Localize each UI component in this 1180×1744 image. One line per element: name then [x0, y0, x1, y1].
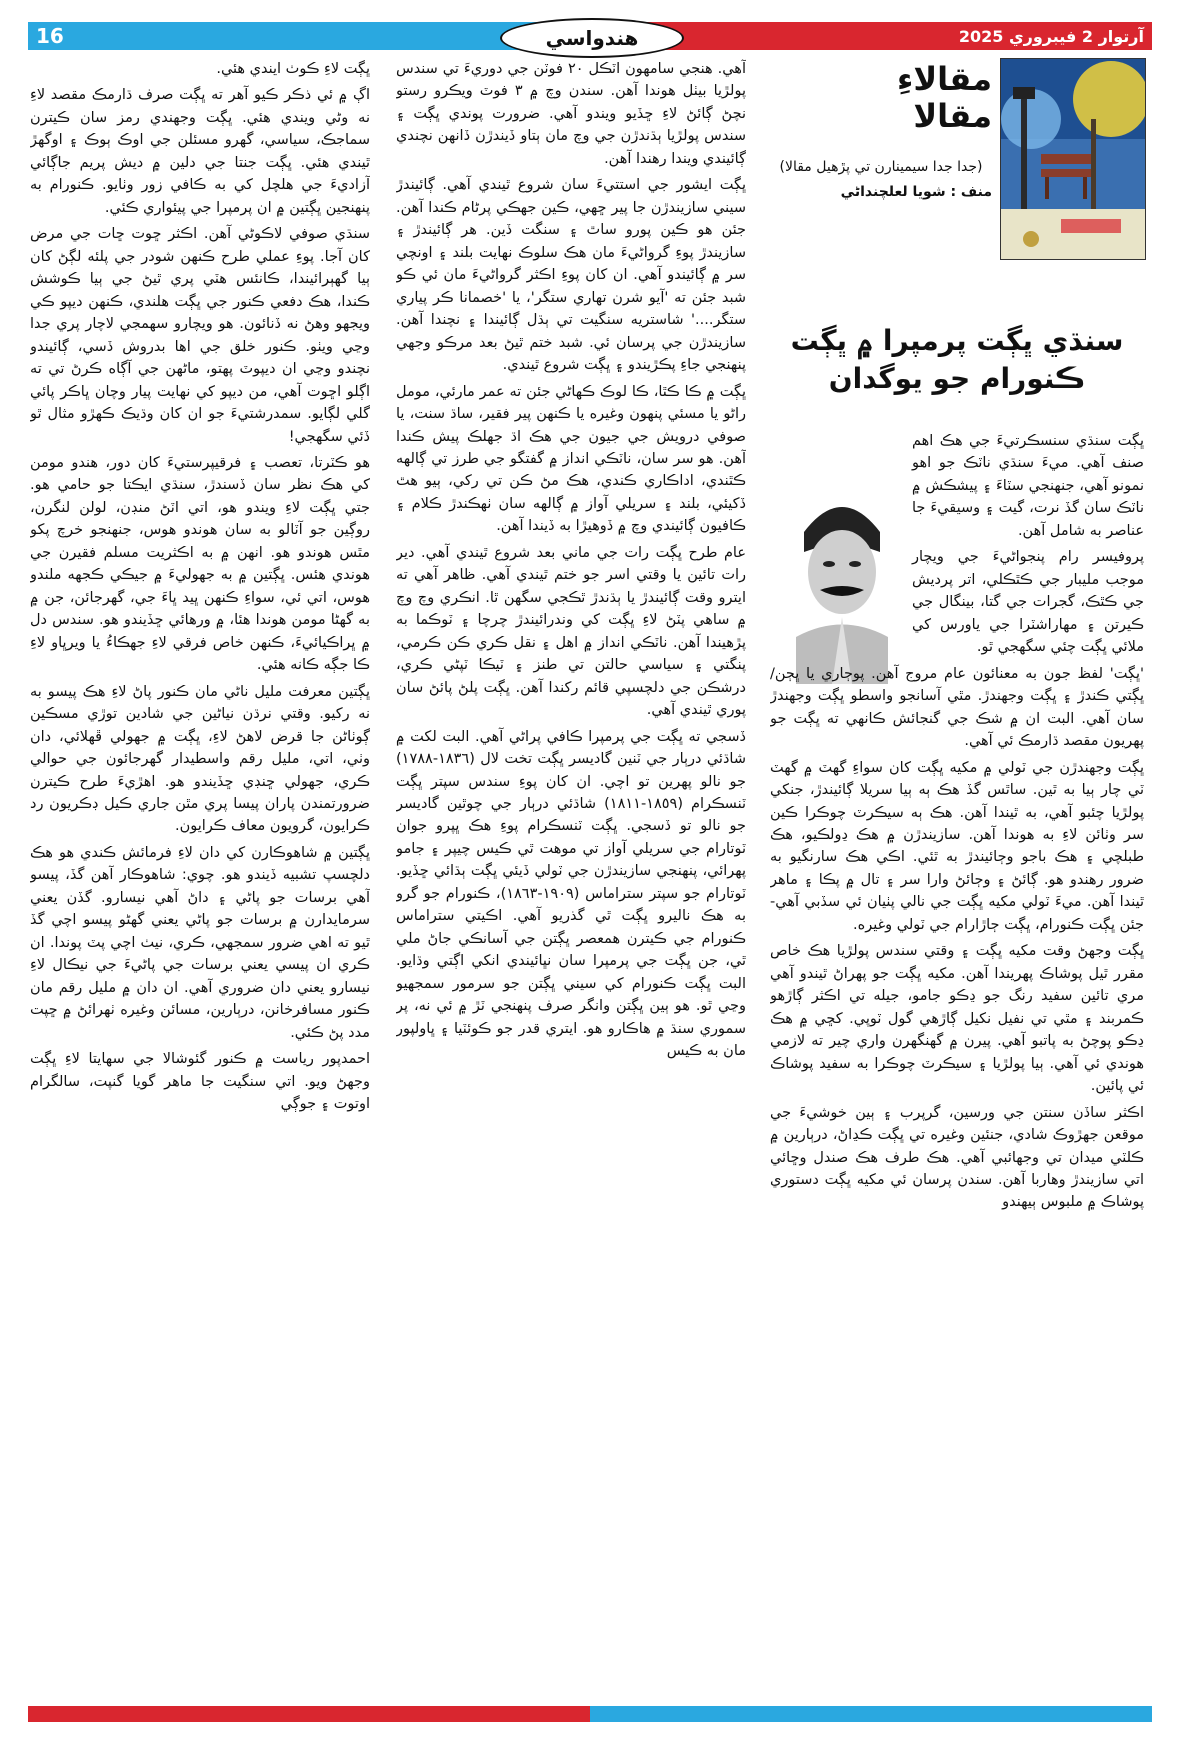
paragraph: آهي. هنجي سامهون اٽڪل ٢٠ فوٽن جي دوريءَ تي سندس پولڙيا بيٺل هوندا آهن. سندن وچ ۾ ٣ فوٽ ويڪرو رستو نچڻ ڳائڻ لاءِ ڇڏيو ويندو آهي. ضرورت پوندي ڀڳت ۽ سندس پولڙيا ٻڌندڙن جي وچ مان ٻتاو ڏيندڙن ڏانهن نچندي ڳائيندي ويندا رهندا آهن. [396, 61, 746, 167]
paragraph: ڀڳتين ۾ شاهوڪارن کي دان لاءِ فرمائش ڪندي هو هڪ دلچسپ تشبيه ڏيندو هو. چوي: شاهوڪار آهن گڏ، پيسو آهي برسات جو پاڻي ۽ داڻ آهي نيسارو. گڏن يعني سرمايدارن ۾ برسات جو پاڻي يعني گهڻو پيسو اچي گڏ ٿيو ته اهي ضرور سمجهي، ڪري، نيٺ اچي پٽ پوندا. ان ڪري ان پيسي يعني برسات جي پاڻيءَ جي نيڪال لاءِ نيسارو يعني دان ضروري آهي. ان دان ۾ مليل رقم مان ڪنور مسافرخانن، درٻارين، مسائن وغيره ٺهرائڻ ۾ ڇپت مدد پڻ ڪئي. [30, 844, 370, 1041]
issue-date: آرتوار 2 فيبروري 2025 [590, 22, 1152, 50]
article-header-block [770, 58, 992, 268]
paragraph: ڀڳت وجهڻ وقت مکيه ڀڳت ۽ وقتي سندس پولڙيا هڪ خاص مقرر ٿيل پوشاڪ پهريندا آهن. مکيه ڀڳت جو پهراڻ ٿيندو آهي مري تائين سفيد رنگ جو ڍڪو جامو، جيله تي اڪثر ڳاڙهو ڪمربند ۽ مٿي تي نفيل نکيل ڳاڙهي گول ٽوپي. کڇي ۾ هڪ ڍڪو پوچڻ به پاتبو آهي. پيرن ۾ گهنگهرن واري چير ته لازمي هوندي ئي آهي. ٻيا پولڙيا ۽ سيڪرٽ چوڪرا به سفيد پوشاڪ ئي پائين. [770, 943, 1144, 1095]
paragraph: ڀڳت ۾ ڪا ڪٿا، ڪا لوڪ ڪهاڻي جئن ته عمر مارئي، مومل راڻو يا مسئي پنهون وغيره يا ڪنهن پير فقير، ساڌ سنت، يا صوفي درويش جي جيون جي هڪ اڌ جهلڪ پيش ڪندا آهن. هو سر سان، ناٽڪي انداز ۾ گفتگو جي طرز تي ڳالهه ڪٿندي، اداڪاري ڪندي، هڪ مڻ ڪن تي رکي، ٻيو هٿ ڏکيئي، بلند ۽ سريلي آواز ۾ ڳالهه سان ٺهڪندڙ ڪلام ۽ ڪافيون ڳائيندي وچ ۾ ڏوهيڙا به ڏيندا آهن. [396, 383, 746, 535]
paragraph: سنڌي صوفي لاڪوڻي آهن. اڪثر ڇوت ڇات جي مرض کان آجا. پوءِ عملي طرح ڪنهن شودر جي پلئه لڳڻ کان ٻيا گهٻرائيندا، ڪانئس هٽي پري ٿيڻ جي ٻيا ڪوشش ڪندا، هڪ دفعي ڪنور جي ڀڳت هلندي، ڪنهن ديپو ڪي ويجهو وهڻ نه ڏنائون. هو ويچارو سهمجي لاچار پري جدا وڃي ويٺو. ڪنور خلق جي اها بدروش ڏسي، ڳائيندو نچندو وڃي ان ديپوٽ پهتو، ماڻهن جي آڳاه ڪرڻ تي ته اڳلو اڇوت آهي، من ديپو کي نهايت پيار وچان ڀاڪر پائي گلي لڳايو. سمدرشتيءَ جو ان کان وڌيڪ ڪهڙو مثال ٿو ڏئي سگهجي! [30, 226, 370, 445]
column-left [30, 58, 370, 1698]
column-middle [396, 58, 746, 1698]
paragraph: اڳ ۾ ئي ذڪر ڪيو آهر ته ڀڳت صرف ڌارمڪ مقصد لاءِ نه وڻي ويندي هئي. ڀڳت وجهندي رمز سان ڪيترن سماجڪ، سياسي، گهرو مسئلن جي اوڪ ٻوڪ ۽ اوگهڙ ٿيندي هئي. ڀڳت جنتا جي دلين ۾ ديش پريم جاڳائي آزاديءَ جي هلچل کي به ڪافي زور وٺايو. ڪنورام به پنهنجين ڀڳتين ۾ ان پرمپرا جي پيئواري ڪئي. [30, 87, 370, 216]
bottom-bar [28, 1706, 1152, 1722]
newspaper-masthead: هندواسي [500, 18, 684, 58]
paragraph: هو ڪٽرتا، تعصب ۽ فرقيپرستيءَ کان دور، هندو مومن کي هڪ نظر سان ڏسندڙ، سنڌي ايڪتا جو حامي هو. جتي ڀڳت لاءِ ويندو هو، اتي اٽڻ منڊن، لولن لنگرن، روڳين جو آٽالو به سان هوندو هوس، جنهنجو خرچ پکو مٿس هوندو هو. انهن ۾ به اڪثريت مسلم فقيرن جي هوندي هئس. ڀڳتين ۾ به جهوليءَ ۾ جيڪي ڪجهه ملندو هوس، اتي ئي، سواءِ ڪنهن ڀيد ڀاءَ جي، گهرجائن، جن ۾ به گهڻا مومن هوندا هئا، ۾ ورهائي ڇڏيندو هو. سندس دل ۾ ڀراڪيائيءَ، ڪنهن خاص فرقي لاءِ جهڪاءُ يا ويرڀاو لاءِ ڪا جڳه ڪانه هئي. [30, 454, 370, 674]
page-number: 16 [28, 22, 590, 50]
book-title-line2: مقالا [913, 97, 992, 136]
paragraph: ڀڳت لاءِ ڪوٺ ايندي هئي. [216, 61, 370, 77]
paragraph: پروفيسر رام پنجواڻيءَ جي ويچار موجب مليبار جي ڪٿڪلي، اتر پرديش جي ڪٿڪ، گجرات جي گتا، بينگال جي ڪيرتن ۽ مهاراشٽرا جي ياورس کي ملائي ڀڳت چئي سگهجي ٿو. [912, 549, 1144, 656]
book-cover-image [1000, 58, 1146, 260]
paragraph: احمدپور رياست ۾ ڪنور گئوشالا جي سهايتا لاءِ ڀڳت وجهڻ ويو. اتي سنگيت جا ماهر گويا گنپت، سالگرام اوتوت ۽ جوڳي [30, 1051, 370, 1113]
paragraph: 'ڀڳت' لفظ جون به معنائون عام مروج آهن. پوڄاري يا ڀڄن/ ڀڳتي ڪندڙ ۽ ڀڳت وجهندڙ. مٿي آسانجو واسطو ڀڳت وجهندڙ سان آهي. البت ان ۾ شڪ جي گنجائش ڪانهي ته ڀڳت جو پهريون مقصد ڌارمڪ ئي آهي. [770, 665, 1144, 750]
paragraph: ڀڳتين معرفت مليل ناڻي مان ڪنور پاڻ لاءِ هڪ پيسو به نه رکيو. وقتي نرڌن نياڻين جي شادين توڙي مسڪين ڳوٺاڻن جا قرض لاهڻ لاءِ، ڀڳت ۾ جهولي ڦهلائي، دان وٺي، اتي، مليل رقم واسطيدار گهرجائون جي حوالي ڪري، جهولي ڇنڊي ڇڏيندو هو. اهڙيءَ طرح ڪيترن ضرورتمندن پاران پيسا پري مٿن جاري ڪيل ڊڪريون رد ڪرايون، گرويون معاف ڪرايون. [30, 683, 370, 835]
book-title-line1: مقالاءِ [896, 60, 992, 98]
book-subtitle: (جدا جدا سيمينارن تي پڙهيل مقالا) [779, 158, 983, 175]
paragraph: ڀڳت وجهندڙن جي ٽولي ۾ مکيه ڀڳت کان سواءِ گهٽ ۾ گهٽ ٽي چار ٻيا به ٿين. ساٿس گڏ هڪ ٻه ٻيا سريلا ڳائيندڙ، جنکي پولڙيا چئبو آهي، به ٿيندا آهن. هڪ ٻه سيڪرٽ چوڪرا ڪين سر وٺائن لاءِ به هوندا آهن. سازيندڙن ۾ هڪ ڍولڪيو، هڪ طبلچي ۽ هڪ باجو وڄائيندڙ به ٿئي. اڪي هڪ سارنگيو به ضرور رهندو هو. ڳائڻ ۽ وڄائڻ وارا سر ۽ تال ۾ پڪا ۽ ماهر ٿيندا آهن. ميءَ ٽولي مکيه ڀڳت جي نالي پٺيان ئي سڏبي آهي- جئن ڀڳت ڪنورام، ڀڳت ڄاڙارام جي ٽولي وغيره. [770, 759, 1144, 933]
paragraph: اڪثر ساڏن سنتن جي ورسين، گرپرب ۽ ٻين خوشيءَ جي موقعن جهڙوڪ شادي، جنئين وغيره تي ڀڳت ڪڍاڻ، درٻارين ۾ ڪلٽي ميدان تي وجهائبي آهي. هڪ طرف هڪ صندل وڇائي اتي سازيندڙ وهاربا آهن. سندن پرسان ئي مکيه ڀڳت دستوري پوشاڪ ۾ ملبوس ٻيهندو [770, 1104, 1144, 1211]
book-author: منف : شويا لعلچنداڻي [840, 183, 992, 200]
paragraph: عام طرح ڀڳت رات جي ماني بعد شروع ٿيندي آهي. دير رات تائين يا وقتي اسر جو ختم ٿيندي آهي. ظاهر آهي ته ايترو وقت ڳائيندڙ يا ٻڌندڙ ٿڪجي سگهن ٿا. انڪري وچ وچ ۾ ساهي پٽڻ لاءِ ڀڳت کي وندرائيندڙ چرچا ۽ ٽوڪما به پڙهيندا آهن. ناٽڪي انداز ۾ اهل ۽ نقل ڪري ڪن ڪرمي، پنگتي ۽ سياسي حالتن تي طنز ۽ ٽيڪا ٽپڻي ڪري، درشڪن جي دلچسپي قائم رکندا آهن. ڀڳت پلڻ پائڻ سان پوري ٿيندي آهي. [396, 544, 746, 719]
column-right [770, 430, 1144, 1700]
paragraph: ڀڳت ايشور جي استتيءَ سان شروع ٿيندي آهي. ڳائيندڙ سيني سازيندڙن جا پير ڇهي، ڪين جهڪي پرڻام ڪندا آهن. جئن هو ڪين پورو ساٿ ۽ سنگت ڏين. هر ڳائيندڙ ۽ سازيندڙ پوءِ گرواڻيءَ مان هڪ سلوڪ نهايت بلند ۽ اونچي سر ۾ ڳائيندو آهي. ان کان پوءِ اڪثر گرواڻيءَ مان ئي ڪو شبد جئن ته 'آيو شرن تهاري ستگر'، يا 'خصمانا ڪر پياري ستگر....' شاستريه سنگيت تي ٻڌل ڳائيندا ۽ نچندا آهن. سازيندڙن جي پرسان ئي. شبد ختم ٿيڻ بعد مرڪو وجهي پنهنجي جاءِ پڪڙيندو ۽ ڀڳت شروع ٿيندي. [396, 177, 746, 374]
paragraph: ڀڳت سنڌي سنسڪرتيءَ جي هڪ اهم صنف آهي. ميءَ سنڌي ناٽڪ جو اهو نمونو آهي، جنهنجي سٽاءَ ۽ پيشڪش ۾ ناٽڪ سان گڏ نرت، گيت ۽ وسيقيءَ جا عناصر به شامل آهن. [912, 433, 1144, 539]
article-headline: سنڌي ڀڳت پرمپرا ۾ ڀڳت ڪنورام جو يوگدان [790, 324, 1124, 395]
paragraph: ڏسجي ته ڀڳت جي پرمپرا ڪافي پراڻي آهي. البت لکت ۾ شاڌئي درٻار جي ٽنين گاديسر ڀڳت تخت لال (١٨٣٦-١٧٨٨) جو نالو پهرين تو اچي. ان کان پوءِ سندس سپتر ڀڳت ٽنسڪرام (١٨٥٩-١٨١١) شاڌئي درٻار جي چوٿين گاديسر جو نالو تو ڏسجي. ڀڳت ٽنسڪرام پوءِ هڪ ڀپرو جوان ٽوتارام جي سريلي آواز تي موهت ٿي ڪيس چيپر ۽ جامو پهرائي، پنهنجي سازيندڙن جي ٽولي ڏيئي ڀڳت ٻڌائي ڇڏيو. ٽوتارام جو سپتر ستراماس (١٩٠٩-١٨٦٣)، ڪنورام جو گرو به هڪ ناليرو ڀڳت ٿي گذريو آهي. اڪيتي ستراماس ڪنورام جي ڪيترن همعصر ڀڳتن جي آسانڪي جاڻ ملي ٿي، جن ڀڳت جي پرمپرا سان نڀائيندي انکي اڳتي وڌايو. البت ڀڳت ڪنورام کي سيني ڀڳتن جو سرمور سمجهيو وڃي ٿو. هو ٻين ڀڳتن وانگر صرف پنهنجي ٽڙ ۾ ئي نه، پر سموري سنڌ ۾ هاڪارو هو. ايتري قدر جو ڪوئٽيا ۽ ڀاولپور مان به ڪيس [396, 728, 746, 1060]
